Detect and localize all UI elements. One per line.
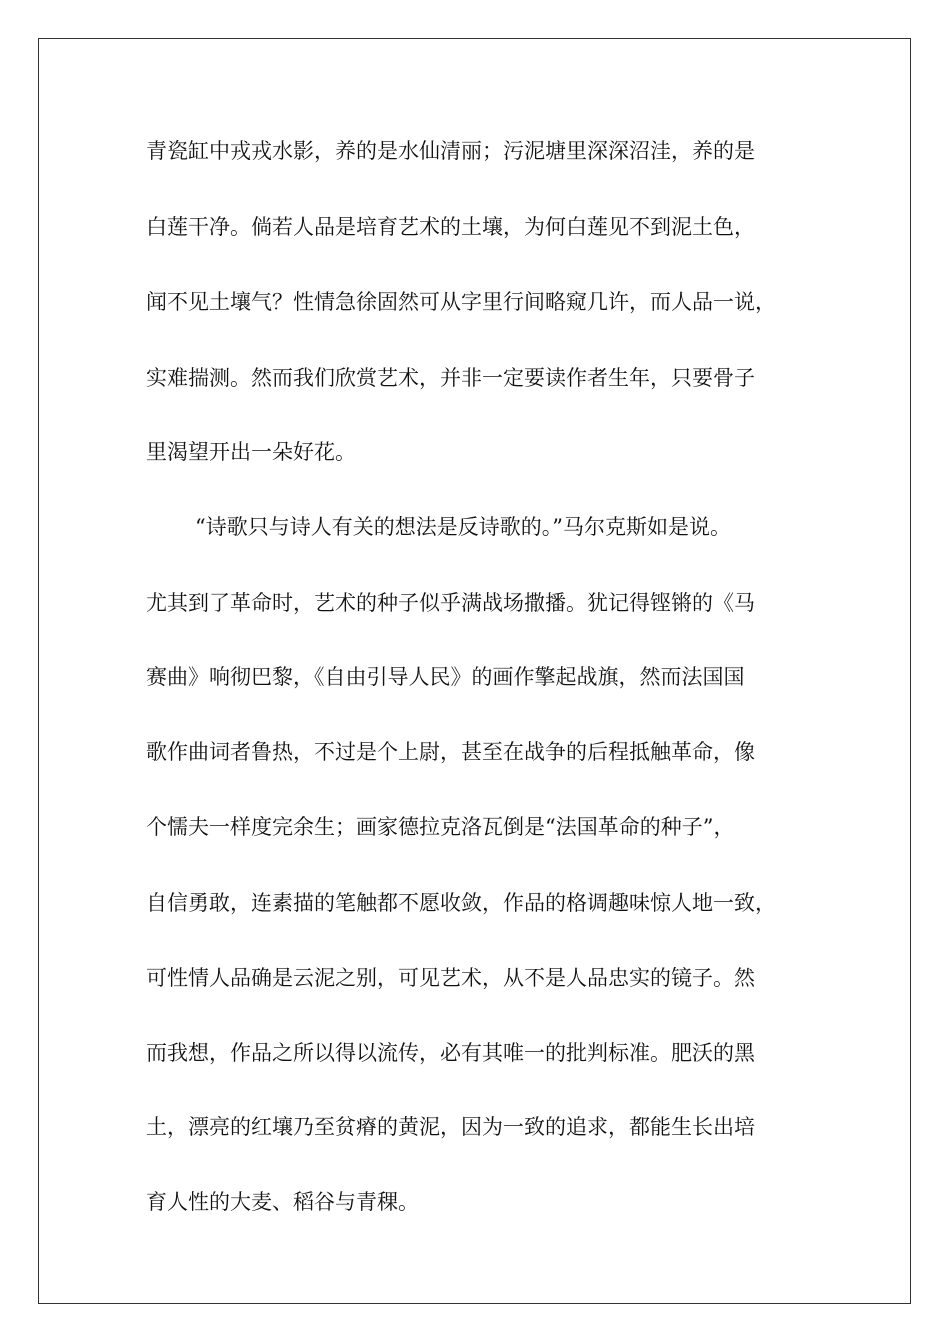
paragraph-2-line-10: 育人性的大麦、稻谷与青稞。 <box>146 1190 419 1214</box>
paragraph-2-line-4: 歌作曲词者鲁热，不过是个上尉，甚至在战争的后程抵触革命，像 <box>146 740 755 764</box>
paragraph-2-line-8: 而我想，作品之所以得以流传，必有其唯一的批判标准。肥沃的黑 <box>146 1041 755 1065</box>
paragraph-2-line-9: 土，漂亮的红壤乃至贫瘠的黄泥，因为一致的追求，都能生长出培 <box>146 1115 755 1139</box>
paragraph-2-line-5: 个懦夫一样度完余生；画家德拉克洛瓦倒是“法国革命的种子”， <box>146 815 735 839</box>
paragraph-1-line-4: 实难揣测。然而我们欣赏艺术，并非一定要读作者生年，只要骨子 <box>146 366 755 390</box>
paragraph-2-line-2: 尤其到了革命时，艺术的种子似乎满战场撒播。犹记得铿锵的《马 <box>146 591 755 615</box>
paragraph-1-line-3: 闻不见土壤气？性情急徐固然可从字里行间略窥几许，而人品一说， <box>146 290 776 314</box>
paragraph-2-line-6: 自信勇敢，连素描的笔触都不愿收敛，作品的格调趣味惊人地一致， <box>146 891 776 915</box>
paragraph-2-line-3: 赛曲》响彻巴黎，《自由引导人民》的画作擎起战旗，然而法国国 <box>146 665 745 689</box>
paragraph-1-line-2: 白莲干净。倘若人品是培育艺术的土壤，为何白莲见不到泥土色， <box>146 215 755 239</box>
paragraph-2-line-1: “诗歌只与诗人有关的想法是反诗歌的。”马尔克斯如是说。 <box>195 515 731 539</box>
paragraph-2-line-7: 可性情人品确是云泥之别，可见艺术，从不是人品忠实的镜子。然 <box>146 966 755 990</box>
paragraph-1-line-5: 里渴望开出一朵好花。 <box>146 440 356 464</box>
paragraph-1-line-1: 青瓷缸中戎戎水影，养的是水仙清丽；污泥塘里深深沼洼，养的是 <box>146 139 755 163</box>
